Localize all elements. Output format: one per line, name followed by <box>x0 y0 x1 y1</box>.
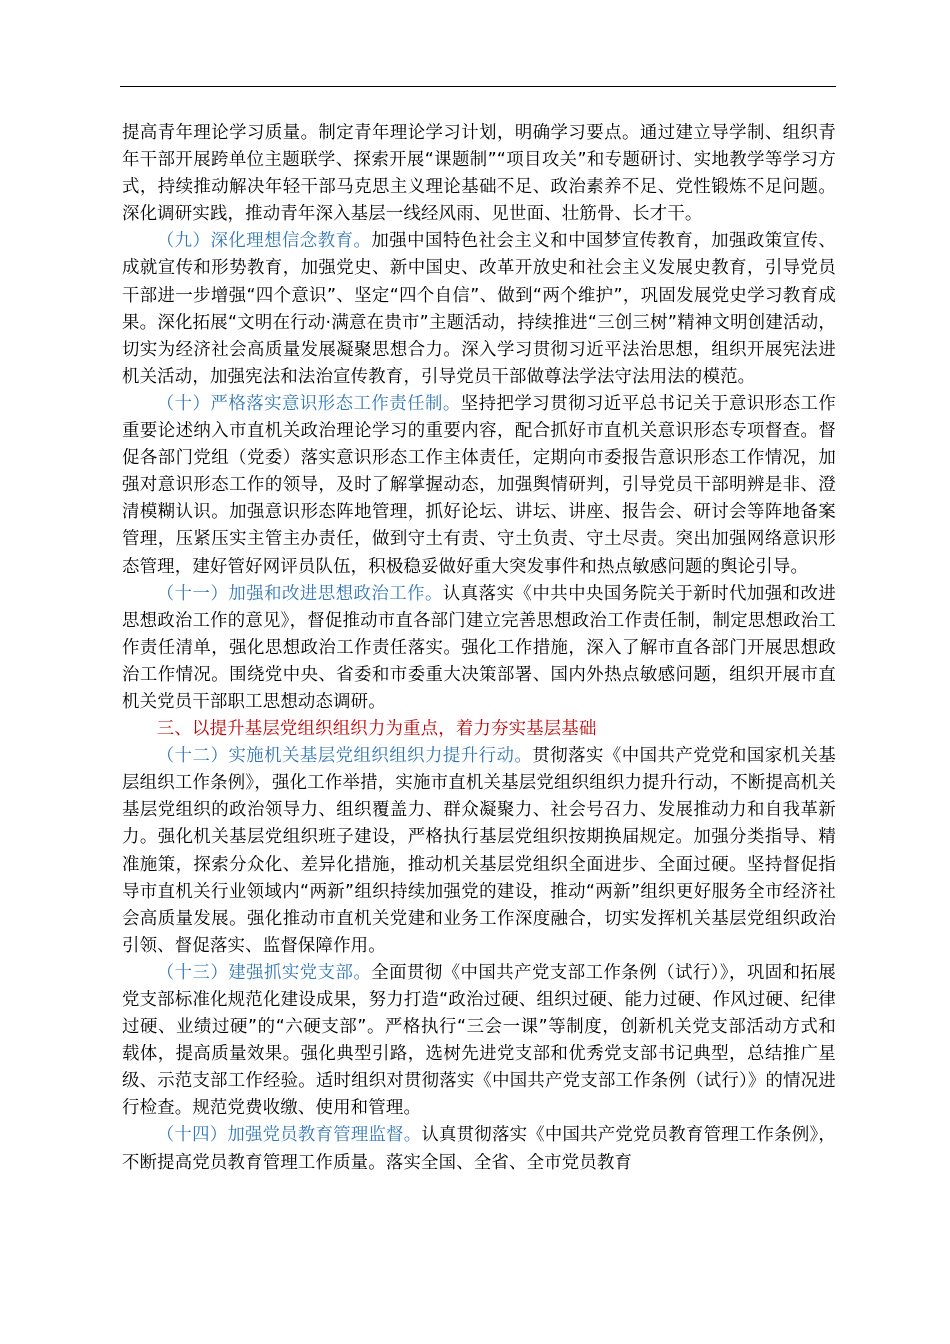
subheading-12: （十二）实施机关基层党组织组织力提升行动。 <box>156 746 533 767</box>
paragraph-ideology-responsibility <box>122 391 836 581</box>
paragraph-text: 坚持把学习贯彻习近平总书记关于意识形态工作重要论述纳入市直机关政治理论学习的重要内容，配合抓好市直机关意识形态专项督查。督促各部门党组（党委）落实意识形态工作主体责任，定期向市委报告意识形态工作情况，加强对意识形态工作的领导，及时了解掌握动态，加强舆情研判，引导党员干部明辨是非、澄清模糊认识。加强意识形态阵地管理，抓好论坛、讲坛、讲座、报告会、研讨会等阵地备案管理，压紧压实主管主办责任，做到守土有责、守土负责、守土尽责。突出加强网络意识形态管理，建好管好网评员队伍，积极稳妥做好重大突发事件和热点敏感问题的舆论引导。 <box>122 393 836 577</box>
section-heading-3: 三、以提升基层党组织组织力为重点，着力夯实基层基础 <box>156 719 597 740</box>
subheading-9: （九）深化理想信念教育。 <box>156 231 372 252</box>
header-rule <box>120 86 836 87</box>
paragraph-text: 全面贯彻《中国共产党支部工作条例（试行）》，巩固和拓展党支部标准化规范化建设成果，努力打造“政治过硬、组织过硬、能力过硬、作风过硬、纪律过硬、业绩过硬”的“六硬支部”。严格执行“三会一课”等制度，创新机关党支部活动方式和载体，提高质量效果。强化典型引路，选树先进党支部和优秀党支部书记典型，总结推广星级、示范支部工作经验。适时组织对贯彻落实《中国共产党支部工作条例（试行）》的情况进行检查。规范党费收缴、使用和管理。 <box>122 962 836 1119</box>
paragraph-organization-capacity <box>122 743 836 960</box>
subheading-14: （十四）加强党员教育管理监督。 <box>156 1125 422 1146</box>
paragraph-political-work <box>122 581 836 716</box>
paragraph-text: 贯彻落实《中国共产党党和国家机关基层组织工作条例》，强化工作举措，实施市直机关基层党组织组织力提升行动，不断提高机关基层党组织的政治领导力、组织覆盖力、群众凝聚力、社会号召力、发展推动力和自我革新力。强化机关基层党组织班子建设，严格执行基层党组织按期换届规定。加强分类指导、精准施策，探索分众化、差异化措施，推动机关基层党组织全面进步、全面过硬。坚持督促指导市直机关行业领域内“两新”组织持续加强党的建设，推动“两新”组织更好服务全市经济社会高质量发展。强化推动市直机关党建和业务工作深度融合，切实发挥机关基层党组织政治引领、督促落实、监督保障作用。 <box>122 746 837 956</box>
paragraph-member-education <box>122 1122 836 1176</box>
subheading-11: （十一）加强和改进思想政治工作。 <box>156 583 443 604</box>
paragraph-text: 加强中国特色社会主义和中国梦宣传教育，加强政策宣传、成就宣传和形势教育，加强党史、新中国史、改革开放史和社会主义发展史教育，引导党员干部进一步增强“四个意识”、坚定“四个自信”、做到“两个维护”，巩固发展党史学习教育成果。深化拓展“文明在行动·满意在贵市”主题活动，持续推进“三创三树”精神文明创建活动，切实为经济社会高质量发展凝聚思想合力。深入学习贯彻习近平法治思想，组织开展宪法进机关活动，加强宪法和法治宣传教育，引导党员干部做尊法学法守法用法的模范。 <box>122 231 836 387</box>
subheading-13: （十三）建强抓实党支部。 <box>156 962 372 983</box>
paragraph-text: 认真贯彻落实《中国共产党党员教育管理工作条例》，不断提高党员教育管理工作质量。落实全国、全省、全市党员教育 <box>122 1125 836 1173</box>
paragraph-continuation: 提高青年理论学习质量。制定青年理论学习计划，明确学习要点。通过建立导学制、组织青年干部开展跨单位主题联学、探索开展“课题制”“项目攻关”和专题研讨、实地教学等学习方式，持续推动解决年轻干部马克思主义理论基础不足、政治素养不足、党性锻炼不足问题。深化调研实践，推动青年深入基层一线经风雨、见世面、壮筋骨、长才干。 <box>122 123 836 225</box>
document-body <box>122 120 836 1177</box>
subheading-10: （十）严格落实意识形态工作责任制。 <box>156 393 461 414</box>
paragraph-ideals-education <box>122 228 836 391</box>
paragraph-text: 认真落实《中共中央国务院关于新时代加强和改进思想政治工作的意见》，督促推动市直各部门建立完善思想政治工作责任制，制定思想政治工作责任清单，强化思想政治工作责任落实。强化工作措施，深入了解市直各部门开展思想政治工作情况。围绕党中央、省委和市委重大决策部署、国内外热点敏感问题，组织开展市直机关党员干部职工思想动态调研。 <box>122 583 837 712</box>
paragraph-party-branch <box>122 960 836 1123</box>
